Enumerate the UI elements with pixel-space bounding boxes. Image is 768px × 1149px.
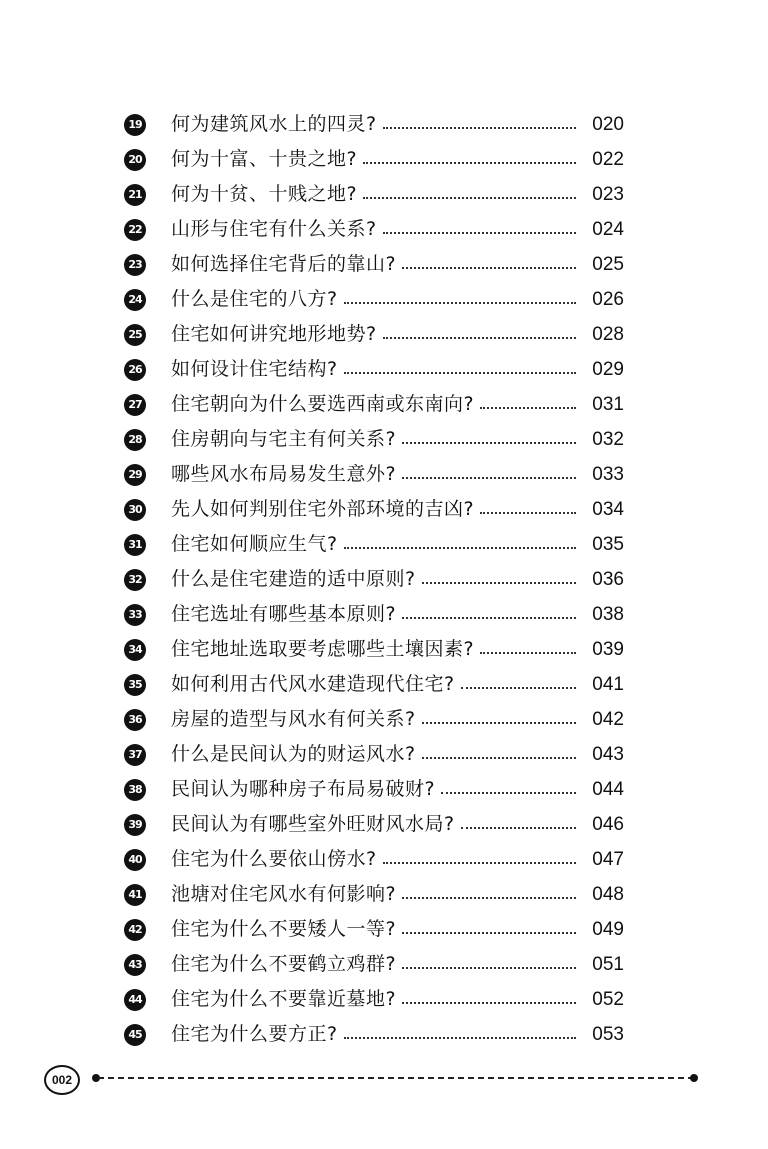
entry-page-number: 048 bbox=[592, 884, 624, 905]
entry-title: 住宅为什么不要鹤立鸡群? bbox=[171, 953, 397, 975]
toc-entry[interactable] bbox=[124, 457, 624, 492]
entry-number-badge: 29 bbox=[124, 464, 146, 486]
entry-title: 如何设计住宅结构? bbox=[171, 358, 338, 380]
dot-leader bbox=[402, 617, 576, 619]
entry-number-badge: 36 bbox=[124, 709, 146, 731]
toc-entry[interactable] bbox=[124, 737, 624, 772]
entry-page-number: 053 bbox=[592, 1024, 624, 1045]
toc-entry[interactable] bbox=[124, 912, 624, 947]
toc-entry[interactable] bbox=[124, 597, 624, 632]
toc-entry[interactable] bbox=[124, 282, 624, 317]
entry-page-number: 043 bbox=[592, 744, 624, 765]
toc-entry[interactable] bbox=[124, 107, 624, 142]
dot-leader bbox=[363, 162, 576, 164]
entry-number-badge: 45 bbox=[124, 1024, 146, 1046]
toc-entry[interactable] bbox=[124, 177, 624, 212]
entry-number-badge: 32 bbox=[124, 569, 146, 591]
entry-page-number: 042 bbox=[592, 709, 624, 730]
dot-leader bbox=[383, 127, 576, 129]
entry-title: 住宅如何讲究地形地势? bbox=[171, 323, 377, 345]
entry-page-number: 039 bbox=[592, 639, 624, 660]
entry-page-number: 041 bbox=[592, 674, 624, 695]
entry-title: 什么是住宅建造的适中原则? bbox=[171, 568, 416, 590]
toc-entry[interactable] bbox=[124, 667, 624, 702]
entry-page-number: 022 bbox=[592, 149, 624, 170]
dot-leader bbox=[363, 197, 576, 199]
toc-entry[interactable] bbox=[124, 212, 624, 247]
entry-title: 先人如何判别住宅外部环境的吉凶? bbox=[171, 498, 475, 520]
toc-entry[interactable] bbox=[124, 807, 624, 842]
entry-title: 山形与住宅有什么关系? bbox=[171, 218, 377, 240]
entry-number-badge: 21 bbox=[124, 184, 146, 206]
dot-leader bbox=[422, 722, 576, 724]
entry-title: 住宅如何顺应生气? bbox=[171, 533, 338, 555]
entry-title: 住宅为什么要方正? bbox=[171, 1023, 338, 1045]
toc-entry[interactable] bbox=[124, 877, 624, 912]
entry-number-badge: 22 bbox=[124, 219, 146, 241]
toc-entry[interactable] bbox=[124, 142, 624, 177]
dot-leader bbox=[344, 1037, 576, 1039]
entry-page-number: 052 bbox=[592, 989, 624, 1010]
toc-entry[interactable] bbox=[124, 422, 624, 457]
toc-entry[interactable] bbox=[124, 842, 624, 877]
dot-leader bbox=[480, 512, 576, 514]
dot-leader bbox=[422, 582, 576, 584]
entry-number-badge: 35 bbox=[124, 674, 146, 696]
entry-number-badge: 43 bbox=[124, 954, 146, 976]
entry-page-number: 028 bbox=[592, 324, 624, 345]
entry-title: 住房朝向与宅主有何关系? bbox=[171, 428, 397, 450]
entry-title: 池塘对住宅风水有何影响? bbox=[171, 883, 397, 905]
table-of-contents bbox=[124, 107, 624, 1052]
entry-number-badge: 41 bbox=[124, 884, 146, 906]
dot-leader bbox=[402, 442, 576, 444]
entry-title: 住宅朝向为什么要选西南或东南向? bbox=[171, 393, 475, 415]
entry-page-number: 036 bbox=[592, 569, 624, 590]
dot-leader bbox=[461, 827, 576, 829]
entry-page-number: 051 bbox=[592, 954, 624, 975]
entry-title: 什么是民间认为的财运风水? bbox=[171, 743, 416, 765]
entry-number-badge: 20 bbox=[124, 149, 146, 171]
entry-title: 何为建筑风水上的四灵? bbox=[171, 113, 377, 135]
toc-entry[interactable] bbox=[124, 947, 624, 982]
dot-leader bbox=[402, 477, 576, 479]
entry-page-number: 025 bbox=[592, 254, 624, 275]
entry-page-number: 033 bbox=[592, 464, 624, 485]
entry-number-badge: 39 bbox=[124, 814, 146, 836]
entry-page-number: 031 bbox=[592, 394, 624, 415]
entry-number-badge: 25 bbox=[124, 324, 146, 346]
entry-page-number: 034 bbox=[592, 499, 624, 520]
dot-leader bbox=[461, 687, 576, 689]
entry-page-number: 020 bbox=[592, 114, 624, 135]
entry-title: 住宅为什么不要矮人一等? bbox=[171, 918, 397, 940]
entry-number-badge: 30 bbox=[124, 499, 146, 521]
dot-leader bbox=[383, 232, 576, 234]
entry-title: 住宅为什么不要靠近墓地? bbox=[171, 988, 397, 1010]
entry-page-number: 026 bbox=[592, 289, 624, 310]
entry-title: 住宅地址选取要考虑哪些土壤因素? bbox=[171, 638, 475, 660]
entry-page-number: 024 bbox=[592, 219, 624, 240]
toc-entry[interactable] bbox=[124, 527, 624, 562]
entry-number-badge: 44 bbox=[124, 989, 146, 1011]
entry-title: 如何选择住宅背后的靠山? bbox=[171, 253, 397, 275]
dot-leader bbox=[402, 1002, 576, 1004]
entry-number-badge: 42 bbox=[124, 919, 146, 941]
page-number-badge: 002 bbox=[44, 1065, 80, 1095]
entry-number-badge: 19 bbox=[124, 114, 146, 136]
rule-end-dot bbox=[690, 1074, 698, 1082]
dot-leader bbox=[402, 267, 576, 269]
entry-number-badge: 37 bbox=[124, 744, 146, 766]
entry-page-number: 047 bbox=[592, 849, 624, 870]
entry-page-number: 035 bbox=[592, 534, 624, 555]
entry-title: 住宅为什么要依山傍水? bbox=[171, 848, 377, 870]
dot-leader bbox=[383, 337, 576, 339]
entry-title: 房屋的造型与风水有何关系? bbox=[171, 708, 416, 730]
entry-number-badge: 40 bbox=[124, 849, 146, 871]
dot-leader bbox=[422, 757, 576, 759]
dot-leader bbox=[441, 792, 576, 794]
toc-entry[interactable] bbox=[124, 1017, 624, 1052]
dot-leader bbox=[383, 862, 576, 864]
entry-number-badge: 26 bbox=[124, 359, 146, 381]
toc-entry[interactable] bbox=[124, 247, 624, 282]
entry-number-badge: 23 bbox=[124, 254, 146, 276]
toc-entry[interactable] bbox=[124, 632, 624, 667]
entry-title: 何为十富、十贵之地? bbox=[171, 148, 358, 170]
dot-leader bbox=[480, 652, 576, 654]
toc-entry[interactable] bbox=[124, 562, 624, 597]
entry-title: 民间认为有哪些室外旺财风水局? bbox=[171, 813, 455, 835]
entry-number-badge: 27 bbox=[124, 394, 146, 416]
entry-title: 哪些风水布局易发生意外? bbox=[171, 463, 397, 485]
toc-entry[interactable] bbox=[124, 317, 624, 352]
entry-title: 住宅选址有哪些基本原则? bbox=[171, 603, 397, 625]
entry-page-number: 044 bbox=[592, 779, 624, 800]
entry-page-number: 029 bbox=[592, 359, 624, 380]
entry-number-badge: 31 bbox=[124, 534, 146, 556]
entry-title: 什么是住宅的八方? bbox=[171, 288, 338, 310]
entry-number-badge: 38 bbox=[124, 779, 146, 801]
entry-title: 何为十贫、十贱之地? bbox=[171, 183, 358, 205]
dot-leader bbox=[480, 407, 576, 409]
dot-leader bbox=[402, 897, 576, 899]
entry-page-number: 049 bbox=[592, 919, 624, 940]
toc-entry[interactable] bbox=[124, 492, 624, 527]
entry-page-number: 032 bbox=[592, 429, 624, 450]
entry-number-badge: 34 bbox=[124, 639, 146, 661]
dot-leader bbox=[402, 967, 576, 969]
entry-number-badge: 24 bbox=[124, 289, 146, 311]
dot-leader bbox=[402, 932, 576, 934]
dot-leader bbox=[344, 372, 576, 374]
toc-entry[interactable] bbox=[124, 982, 624, 1017]
dot-leader bbox=[344, 302, 576, 304]
entry-number-badge: 28 bbox=[124, 429, 146, 451]
entry-title: 如何利用古代风水建造现代住宅? bbox=[171, 673, 455, 695]
entry-page-number: 023 bbox=[592, 184, 624, 205]
toc-entry[interactable] bbox=[124, 702, 624, 737]
entry-page-number: 046 bbox=[592, 814, 624, 835]
entry-number-badge: 33 bbox=[124, 604, 146, 626]
footer-dashed-rule bbox=[98, 1077, 694, 1079]
toc-entry[interactable] bbox=[124, 387, 624, 422]
dot-leader bbox=[344, 547, 576, 549]
entry-page-number: 038 bbox=[592, 604, 624, 625]
toc-entry[interactable] bbox=[124, 352, 624, 387]
toc-entry[interactable] bbox=[124, 772, 624, 807]
entry-title: 民间认为哪种房子布局易破财? bbox=[171, 778, 436, 800]
